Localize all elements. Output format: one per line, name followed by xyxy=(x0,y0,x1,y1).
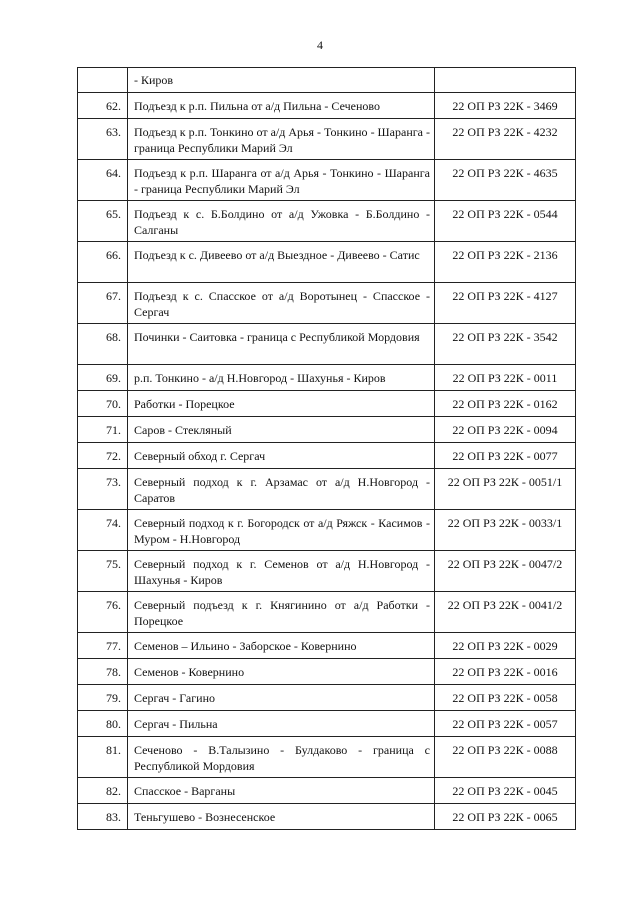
road-name: Починки - Саитовка - граница с Республикой Мордовия xyxy=(128,324,435,365)
table-row xyxy=(78,417,576,443)
table-row xyxy=(78,633,576,659)
road-name: Северный обход г. Сергач xyxy=(128,443,435,469)
table-row xyxy=(78,551,576,592)
table-row xyxy=(78,324,576,365)
row-number: 70. xyxy=(78,391,128,417)
table-row xyxy=(78,119,576,160)
road-id-code: 22 ОП РЗ 22К - 3542 xyxy=(435,324,576,365)
road-id-code: 22 ОП РЗ 22К - 4232 xyxy=(435,119,576,160)
row-number: 67. xyxy=(78,283,128,324)
table-row xyxy=(78,469,576,510)
row-number: 75. xyxy=(78,551,128,592)
table-row xyxy=(78,685,576,711)
road-id-code: 22 ОП РЗ 22К - 0029 xyxy=(435,633,576,659)
row-number: 68. xyxy=(78,324,128,365)
road-name: Теньгушево - Вознесенское xyxy=(128,804,435,830)
road-id-code: 22 ОП РЗ 22К - 0058 xyxy=(435,685,576,711)
road-id-code: 22 ОП РЗ 22К - 0162 xyxy=(435,391,576,417)
row-number: 74. xyxy=(78,510,128,551)
road-id-code: 22 ОП РЗ 22К - 0077 xyxy=(435,443,576,469)
road-id-code: 22 ОП РЗ 22К - 0011 xyxy=(435,365,576,391)
road-id-code: 22 ОП РЗ 22К - 0016 xyxy=(435,659,576,685)
road-name: Северный подход к г. Семенов от а/д Н.Новгород - Шахунья - Киров xyxy=(128,551,435,592)
road-name: Подъезд к с. Дивеево от а/д Выездное - Дивеево - Сатис xyxy=(128,242,435,283)
table-row xyxy=(78,283,576,324)
road-id-code: 22 ОП РЗ 22К - 0047/2 xyxy=(435,551,576,592)
road-id-code: 22 ОП РЗ 22К - 0051/1 xyxy=(435,469,576,510)
row-number: 78. xyxy=(78,659,128,685)
row-number: 65. xyxy=(78,201,128,242)
road-id-code: 22 ОП РЗ 22К - 0544 xyxy=(435,201,576,242)
road-name: Работки - Порецкое xyxy=(128,391,435,417)
road-id-code: 22 ОП РЗ 22К - 0088 xyxy=(435,737,576,778)
road-name: Северный подъезд к г. Княгинино от а/д Работки - Порецкое xyxy=(128,592,435,633)
row-number: 82. xyxy=(78,778,128,804)
road-name: Подъезд к с. Спасское от а/д Воротынец - Спасское - Сергач xyxy=(128,283,435,324)
road-id-code: 22 ОП РЗ 22К - 0065 xyxy=(435,804,576,830)
row-number: 66. xyxy=(78,242,128,283)
road-name: Спасское - Варганы xyxy=(128,778,435,804)
row-number: 71. xyxy=(78,417,128,443)
row-number xyxy=(78,68,128,93)
table-row xyxy=(78,242,576,283)
row-number: 73. xyxy=(78,469,128,510)
road-id-code: 22 ОП РЗ 22К - 2136 xyxy=(435,242,576,283)
row-number: 81. xyxy=(78,737,128,778)
table-row xyxy=(78,659,576,685)
row-number: 76. xyxy=(78,592,128,633)
table-row xyxy=(78,365,576,391)
row-number: 63. xyxy=(78,119,128,160)
table-row xyxy=(78,510,576,551)
row-number: 69. xyxy=(78,365,128,391)
table-row xyxy=(78,443,576,469)
road-name: Подъезд к р.п. Тонкино от а/д Арья - Тонкино - Шаранга - граница Республики Марий Эл xyxy=(128,119,435,160)
road-name: Сеченово - В.Талызино - Булдаково - граница с Республикой Мордовия xyxy=(128,737,435,778)
road-id-code: 22 ОП РЗ 22К - 3469 xyxy=(435,93,576,119)
row-number: 64. xyxy=(78,160,128,201)
row-number: 83. xyxy=(78,804,128,830)
table-row xyxy=(78,93,576,119)
table-row xyxy=(78,711,576,737)
road-id-code: 22 ОП РЗ 22К - 4127 xyxy=(435,283,576,324)
row-number: 62. xyxy=(78,93,128,119)
row-number: 79. xyxy=(78,685,128,711)
table-row xyxy=(78,160,576,201)
road-name: Саров - Стекляный xyxy=(128,417,435,443)
road-name: Северный подход к г. Арзамас от а/д Н.Новгород - Саратов xyxy=(128,469,435,510)
road-name: Подъезд к с. Б.Болдино от а/д Ужовка - Б.Болдино - Салганы xyxy=(128,201,435,242)
table-row xyxy=(78,592,576,633)
road-name: Семенов - Ковернино xyxy=(128,659,435,685)
road-name: Подъезд к р.п. Пильна от а/д Пильна - Сеченово xyxy=(128,93,435,119)
table-row xyxy=(78,391,576,417)
road-name: Сергач - Гагино xyxy=(128,685,435,711)
table-row xyxy=(78,201,576,242)
row-number: 72. xyxy=(78,443,128,469)
road-name: Северный подход к г. Богородск от а/д Ряжск - Касимов - Муром - Н.Новгород xyxy=(128,510,435,551)
row-number: 80. xyxy=(78,711,128,737)
road-name: Подъезд к р.п. Шаранга от а/д Арья - Тонкино - Шаранга - граница Республики Марий Эл xyxy=(128,160,435,201)
road-id-code: 22 ОП РЗ 22К - 0045 xyxy=(435,778,576,804)
road-name: р.п. Тонкино - а/д Н.Новгород - Шахунья - Киров xyxy=(128,365,435,391)
road-name: Семенов – Ильино - Заборское - Ковернино xyxy=(128,633,435,659)
road-name: - Киров xyxy=(128,68,435,93)
road-id-code: 22 ОП РЗ 22К - 4635 xyxy=(435,160,576,201)
table-row xyxy=(78,737,576,778)
row-number: 77. xyxy=(78,633,128,659)
road-name: Сергач - Пильна xyxy=(128,711,435,737)
table-row xyxy=(78,68,576,93)
table-row xyxy=(78,778,576,804)
page-number: 4 xyxy=(317,38,323,52)
roads-table xyxy=(77,67,576,830)
road-id-code: 22 ОП РЗ 22К - 0057 xyxy=(435,711,576,737)
road-id-code: 22 ОП РЗ 22К - 0033/1 xyxy=(435,510,576,551)
table-row xyxy=(78,804,576,830)
road-id-code: 22 ОП РЗ 22К - 0094 xyxy=(435,417,576,443)
road-id-code xyxy=(435,68,576,93)
road-id-code: 22 ОП РЗ 22К - 0041/2 xyxy=(435,592,576,633)
